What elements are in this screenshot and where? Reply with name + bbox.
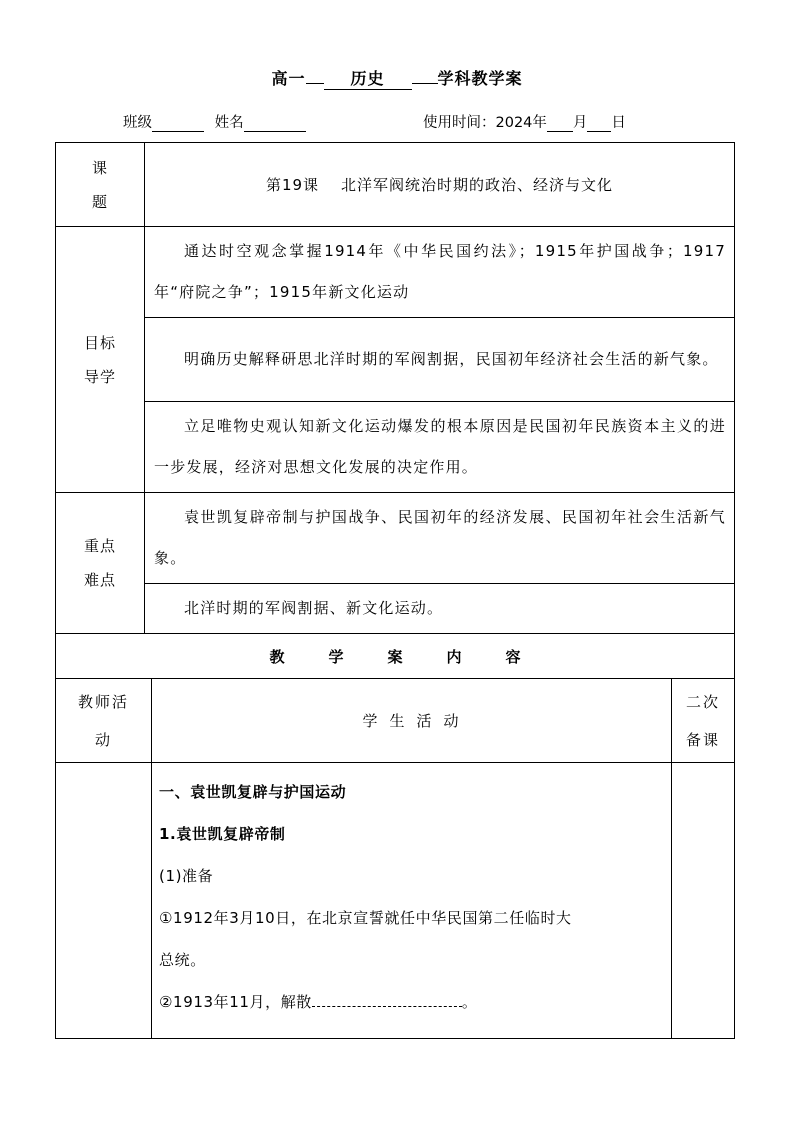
teacher-header-1: 教师活: [77, 692, 129, 711]
column-header-row: [56, 679, 735, 763]
section-char: 容: [505, 647, 521, 666]
class-label: 班级: [123, 115, 152, 131]
content-item-2: [159, 981, 663, 1023]
name-label: 姓名: [214, 115, 244, 131]
student-header-char: 生: [389, 711, 407, 730]
teacher-header-2: 动: [94, 730, 112, 749]
goals-label-2: 导学: [83, 367, 116, 386]
class-blank[interactable]: [152, 115, 204, 132]
keypoint-row-1: [56, 493, 735, 584]
goal-row-1: [56, 227, 735, 318]
name-blank[interactable]: [244, 115, 306, 132]
month-blank[interactable]: [547, 115, 573, 132]
keypoint-item: 北洋时期的军阀割据、新文化运动。: [145, 584, 735, 634]
keypoints-label-cell: [56, 493, 145, 634]
lesson-plan-table: [55, 142, 735, 1039]
teacher-activity-header: [56, 679, 152, 763]
second-preparation-cell[interactable]: [672, 763, 735, 1039]
content-item-1-line-1: ①1912年3月10日，在北京宣誓就任中华民国第二任临时大: [159, 909, 572, 927]
date-line: [423, 111, 626, 132]
review-header-1: 二次: [686, 692, 721, 711]
teacher-activity-cell[interactable]: [56, 763, 152, 1039]
content-item-2-suffix: 。: [461, 993, 478, 1011]
section-char: 学: [328, 647, 344, 666]
keypoint-row-2: [56, 584, 735, 634]
student-activity-cell: [152, 763, 672, 1039]
class-name-line: [123, 111, 306, 132]
content-item-2-prefix: ②1913年11月，解散: [159, 993, 312, 1011]
title-suffix: 学科教学案: [437, 69, 523, 88]
goals-label-1: 目标: [83, 333, 116, 352]
goal-item: 通达时空观念掌握1914年《中华民国约法》；1915年护国战争；1917年“府院之争”；1915年新文化运动: [145, 227, 735, 318]
lesson-label-2: 题: [91, 192, 108, 211]
section-char: 教: [269, 647, 285, 666]
section-char: 内: [446, 647, 462, 666]
answer-blank[interactable]: [312, 990, 462, 1007]
day-blank[interactable]: [587, 115, 611, 132]
lesson-title: 北洋军阀统治时期的政治、经济与文化: [341, 176, 614, 194]
content-item-1-line-2: 总统。: [159, 951, 206, 969]
review-header-2: 备课: [686, 730, 721, 749]
student-header-char: 学: [362, 711, 380, 730]
second-preparation-header: [672, 679, 735, 763]
content-row: [56, 763, 735, 1039]
student-header-char: 动: [443, 711, 461, 730]
month-label: 月: [572, 115, 588, 131]
document-title: [0, 66, 794, 90]
goal-row-2: [56, 318, 735, 402]
lesson-number: 第19课: [265, 176, 320, 194]
student-activity-header: [152, 679, 672, 763]
student-header-char: 活: [416, 711, 434, 730]
goal-item: 立足唯物史观认知新文化运动爆发的根本原因是民国初年民族资本主义的进一步发展，经济对思想文化发展的决定作用。: [145, 402, 735, 493]
time-label: 使用时间：2024年: [423, 115, 547, 131]
content-point: (1)准备: [159, 867, 214, 885]
title-underline-gap: [306, 83, 324, 84]
lesson-title-cell: [145, 143, 735, 227]
title-underline-gap-2: [412, 83, 438, 84]
lesson-label-1: 课: [91, 158, 108, 177]
lesson-label-cell: [56, 143, 145, 227]
keypoints-label-1: 重点: [83, 537, 116, 555]
section-row: [56, 634, 735, 679]
lesson-row: [56, 143, 735, 227]
keypoints-label-2: 难点: [83, 571, 116, 589]
keypoint-item: 袁世凯复辟帝制与护国战争、民国初年的经济发展、民国初年社会生活新气象。: [145, 493, 735, 584]
goal-row-3: [56, 402, 735, 493]
section-char: 案: [387, 647, 403, 666]
section-title: [56, 634, 735, 679]
goals-label-cell: [56, 227, 145, 493]
day-label: 日: [611, 115, 626, 131]
content-subheading: 1.袁世凯复辟帝制: [159, 825, 286, 843]
content-heading: 一、袁世凯复辟与护国运动: [159, 783, 347, 801]
goal-item: 明确历史解释研思北洋时期的军阀割据，民国初年经济社会生活的新气象。: [145, 318, 735, 402]
title-subject: 历史: [324, 69, 412, 90]
title-grade: 高一: [271, 69, 306, 88]
